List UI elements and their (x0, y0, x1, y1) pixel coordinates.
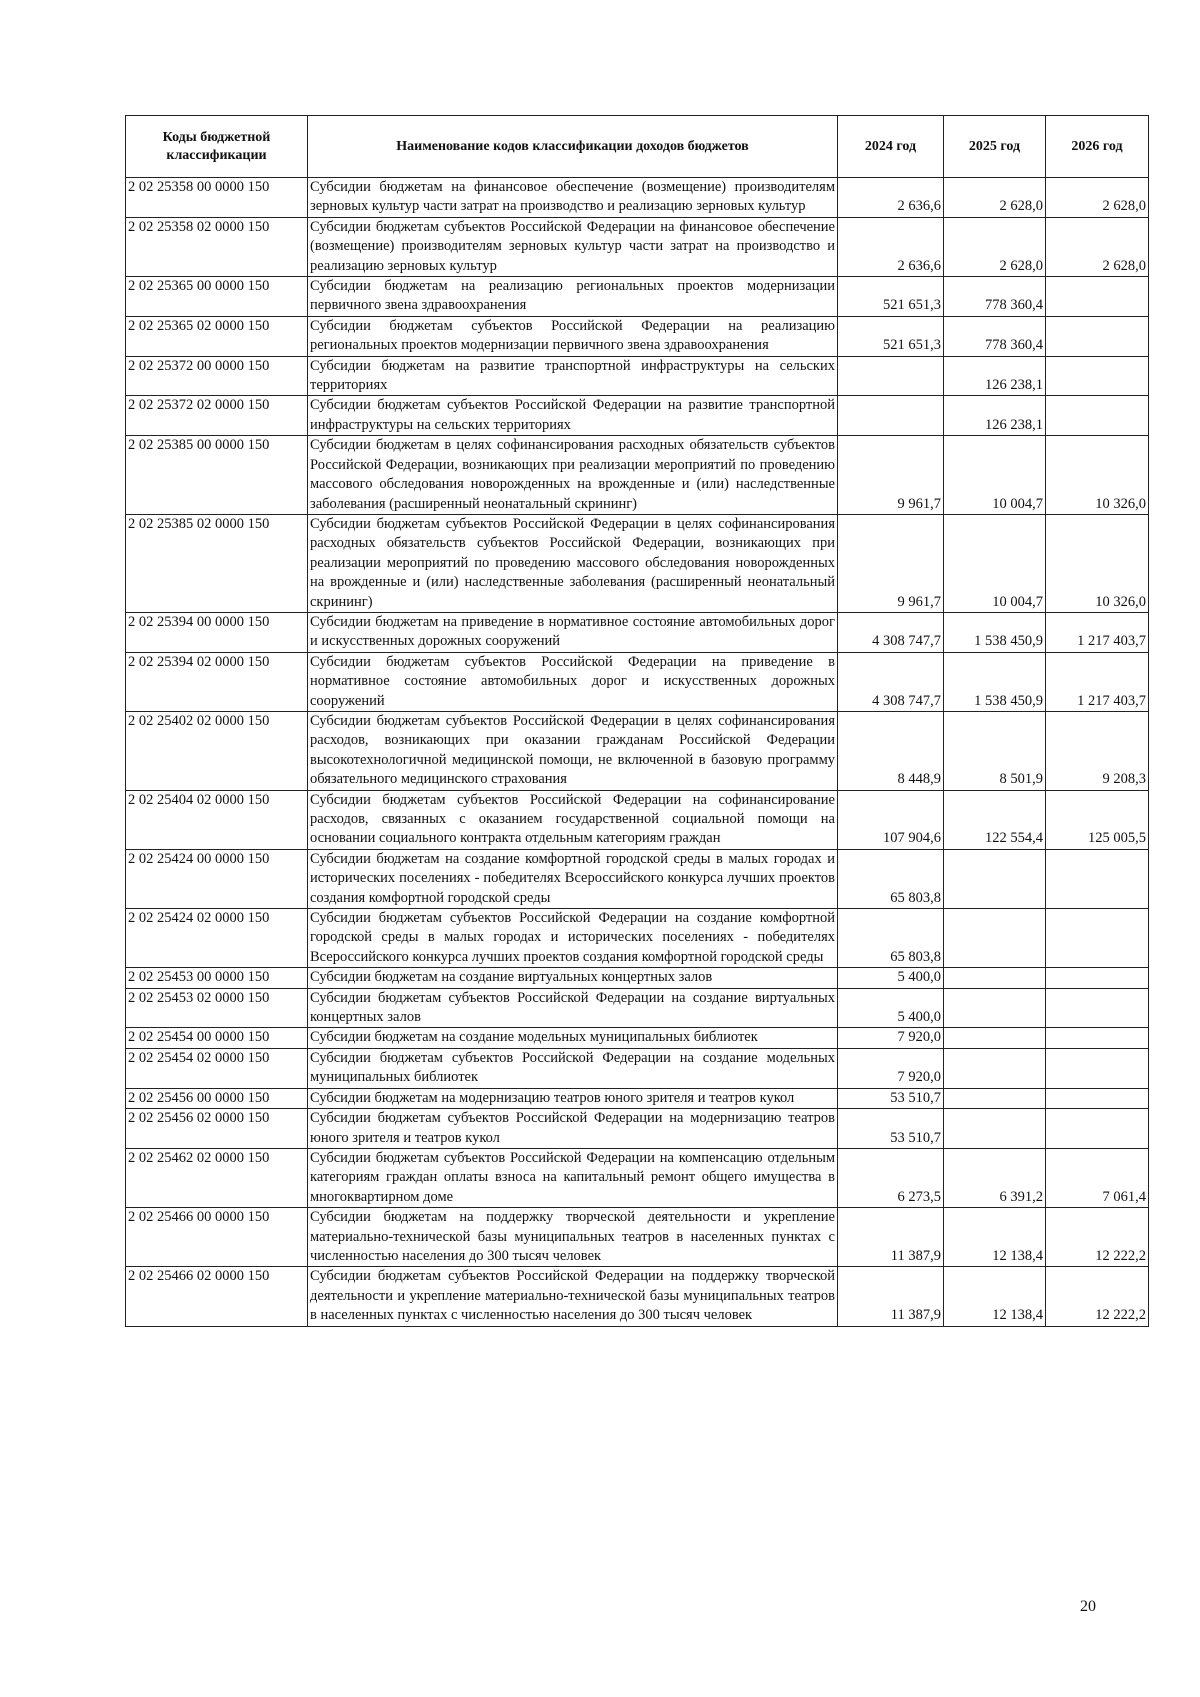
table-row (126, 1208, 1149, 1267)
row-value-2026: 7 061,4 (1046, 1148, 1149, 1207)
row-value-2026 (1046, 356, 1149, 396)
table-row (126, 1109, 1149, 1149)
row-name-cell: Субсидии бюджетам субъектов Российской Федерации в целях софинансирования расходов, возникающих при оказании гражданам Российской Федерации высокотехнологичной медицинской помощи, не включенной в базовую программу обязательного медицинского страхования (308, 711, 838, 790)
row-value-2025 (944, 1109, 1046, 1149)
row-value-2024: 2 636,6 (838, 217, 944, 276)
row-code-cell: 2 02 25365 02 0000 150 (126, 316, 308, 356)
row-value-2024: 9 961,7 (838, 514, 944, 612)
row-value-2026 (1046, 1048, 1149, 1088)
row-value-2025 (944, 1028, 1046, 1048)
row-value-2024: 7 920,0 (838, 1048, 944, 1088)
row-name-cell: Субсидии бюджетам субъектов Российской Федерации на создание виртуальных концертных залов (308, 988, 838, 1028)
table-row (126, 1088, 1149, 1108)
row-value-2026: 125 005,5 (1046, 790, 1149, 849)
row-value-2025: 126 238,1 (944, 396, 1046, 436)
row-code-cell: 2 02 25358 02 0000 150 (126, 217, 308, 276)
row-code-cell: 2 02 25385 00 0000 150 (126, 436, 308, 515)
row-name-cell: Субсидии бюджетам субъектов Российской Федерации на софинансирование расходов, связанных с оказанием государственной социальной помощи на основании социального контракта отдельным категориям граждан (308, 790, 838, 849)
table-row (126, 849, 1149, 908)
row-value-2025: 12 138,4 (944, 1208, 1046, 1267)
row-value-2026 (1046, 1088, 1149, 1108)
row-value-2026: 1 217 403,7 (1046, 652, 1149, 711)
row-value-2025 (944, 909, 1046, 968)
table-row (126, 396, 1149, 436)
row-value-2026: 12 222,2 (1046, 1208, 1149, 1267)
row-value-2025: 10 004,7 (944, 436, 1046, 515)
table-row (126, 612, 1149, 652)
row-value-2025: 778 360,4 (944, 277, 1046, 317)
row-name-cell: Субсидии бюджетам субъектов Российской Федерации на создание модельных муниципальных библиотек (308, 1048, 838, 1088)
row-code-cell: 2 02 25466 02 0000 150 (126, 1267, 308, 1326)
table-row (126, 909, 1149, 968)
header-name: Наименование кодов классификации доходов бюджетов (308, 116, 838, 178)
row-code-cell: 2 02 25372 02 0000 150 (126, 396, 308, 436)
row-name-cell: Субсидии бюджетам субъектов Российской Федерации на поддержку творческой деятельности и укрепление материально-технической базы муниципальных театров в населенных пунктах с численностью населения до 300 тысяч человек (308, 1267, 838, 1326)
table-row (126, 316, 1149, 356)
row-code-cell: 2 02 25453 00 0000 150 (126, 968, 308, 988)
row-name-cell: Субсидии бюджетам субъектов Российской Федерации на компенсацию отдельным категориям граждан оплаты взноса на капитальный ремонт общего имущества в многоквартирном доме (308, 1148, 838, 1207)
page-number: 20 (1080, 1598, 1096, 1615)
row-value-2025: 126 238,1 (944, 356, 1046, 396)
row-name-cell: Субсидии бюджетам на развитие транспортной инфраструктуры на сельских территориях (308, 356, 838, 396)
row-value-2024 (838, 356, 944, 396)
row-value-2024: 7 920,0 (838, 1028, 944, 1048)
row-value-2024: 11 387,9 (838, 1208, 944, 1267)
row-value-2024: 2 636,6 (838, 178, 944, 218)
row-value-2026: 1 217 403,7 (1046, 612, 1149, 652)
row-code-cell: 2 02 25466 00 0000 150 (126, 1208, 308, 1267)
row-code-cell: 2 02 25453 02 0000 150 (126, 988, 308, 1028)
row-code-cell: 2 02 25424 02 0000 150 (126, 909, 308, 968)
row-name-cell: Субсидии бюджетам субъектов Российской Федерации на реализацию региональных проектов модернизации первичного звена здравоохранения (308, 316, 838, 356)
row-value-2026 (1046, 988, 1149, 1028)
row-name-cell: Субсидии бюджетам субъектов Российской Федерации на модернизацию театров юного зрителя и театров кукол (308, 1109, 838, 1149)
row-value-2024: 53 510,7 (838, 1088, 944, 1108)
header-code: Коды бюджетной классификации (126, 116, 308, 178)
row-value-2025 (944, 1048, 1046, 1088)
budget-revenue-table (125, 115, 1149, 1327)
row-name-cell: Субсидии бюджетам на создание виртуальных концертных залов (308, 968, 838, 988)
row-value-2024: 8 448,9 (838, 711, 944, 790)
row-name-cell: Субсидии бюджетам на финансовое обеспечение (возмещение) производителям зерновых культур части затрат на производство и реализацию зерновых культур (308, 178, 838, 218)
table-row (126, 1028, 1149, 1048)
row-name-cell: Субсидии бюджетам на создание модельных муниципальных библиотек (308, 1028, 838, 1048)
row-value-2025: 778 360,4 (944, 316, 1046, 356)
row-value-2024: 521 651,3 (838, 277, 944, 317)
row-code-cell: 2 02 25454 02 0000 150 (126, 1048, 308, 1088)
row-value-2025: 2 628,0 (944, 217, 1046, 276)
table-body (126, 178, 1149, 1327)
row-code-cell: 2 02 25404 02 0000 150 (126, 790, 308, 849)
row-value-2026 (1046, 1109, 1149, 1149)
row-code-cell: 2 02 25456 00 0000 150 (126, 1088, 308, 1108)
row-value-2026: 12 222,2 (1046, 1267, 1149, 1326)
row-value-2024: 6 273,5 (838, 1148, 944, 1207)
table-row (126, 356, 1149, 396)
table-row (126, 178, 1149, 218)
row-name-cell: Субсидии бюджетам субъектов Российской Федерации в целях софинансирования расходных обязательств субъектов Российской Федерации, возникающих при реализации мероприятий по проведению массового обследования новорожденных на врожденные и (или) наследственные заболевания (расширенный неонатальный скрининг) (308, 514, 838, 612)
table-row (126, 968, 1149, 988)
row-value-2025 (944, 968, 1046, 988)
row-code-cell: 2 02 25424 00 0000 150 (126, 849, 308, 908)
header-year-2025: 2025 год (944, 116, 1046, 178)
row-value-2026 (1046, 396, 1149, 436)
row-code-cell: 2 02 25402 02 0000 150 (126, 711, 308, 790)
row-value-2026: 9 208,3 (1046, 711, 1149, 790)
row-value-2025: 6 391,2 (944, 1148, 1046, 1207)
row-value-2025: 10 004,7 (944, 514, 1046, 612)
row-value-2025 (944, 849, 1046, 908)
table-row (126, 514, 1149, 612)
table-header-row (126, 116, 1149, 178)
row-value-2026: 2 628,0 (1046, 217, 1149, 276)
row-name-cell: Субсидии бюджетам на создание комфортной городской среды в малых городах и исторических поселениях - победителях Всероссийского конкурса лучших проектов создания комфортной городской среды (308, 849, 838, 908)
row-value-2024: 4 308 747,7 (838, 612, 944, 652)
row-value-2025: 8 501,9 (944, 711, 1046, 790)
row-value-2025: 12 138,4 (944, 1267, 1046, 1326)
row-name-cell: Субсидии бюджетам субъектов Российской Федерации на финансовое обеспечение (возмещение) производителям зерновых культур части затрат на производство и реализацию зерновых культур (308, 217, 838, 276)
row-value-2026 (1046, 849, 1149, 908)
row-code-cell: 2 02 25385 02 0000 150 (126, 514, 308, 612)
row-value-2024: 5 400,0 (838, 988, 944, 1028)
row-name-cell: Субсидии бюджетам субъектов Российской Федерации на создание комфортной городской среды в малых городах и исторических поселениях - победителях Всероссийского конкурса лучших проектов создания комфортной городской среды (308, 909, 838, 968)
row-name-cell: Субсидии бюджетам на модернизацию театров юного зрителя и театров кукол (308, 1088, 838, 1108)
row-code-cell: 2 02 25365 00 0000 150 (126, 277, 308, 317)
row-value-2026: 10 326,0 (1046, 436, 1149, 515)
row-name-cell: Субсидии бюджетам субъектов Российской Федерации на развитие транспортной инфраструктуры на сельских территориях (308, 396, 838, 436)
table-row (126, 277, 1149, 317)
row-code-cell: 2 02 25372 00 0000 150 (126, 356, 308, 396)
row-value-2025 (944, 1088, 1046, 1108)
row-code-cell: 2 02 25394 02 0000 150 (126, 652, 308, 711)
table-row (126, 790, 1149, 849)
row-code-cell: 2 02 25456 02 0000 150 (126, 1109, 308, 1149)
row-value-2025: 122 554,4 (944, 790, 1046, 849)
row-name-cell: Субсидии бюджетам в целях софинансирования расходных обязательств субъектов Российской Федерации, возникающих при реализации мероприятий по проведению массового обследования новорожденных на врожденные и (или) наследственные заболевания (расширенный неонатальный скрининг) (308, 436, 838, 515)
row-value-2024: 9 961,7 (838, 436, 944, 515)
table-row (126, 1148, 1149, 1207)
header-year-2026: 2026 год (1046, 116, 1149, 178)
table-row (126, 217, 1149, 276)
row-value-2024 (838, 396, 944, 436)
row-value-2024: 107 904,6 (838, 790, 944, 849)
row-value-2025: 1 538 450,9 (944, 652, 1046, 711)
table-row (126, 436, 1149, 515)
row-name-cell: Субсидии бюджетам на реализацию региональных проектов модернизации первичного звена здравоохранения (308, 277, 838, 317)
table-row (126, 988, 1149, 1028)
row-code-cell: 2 02 25462 02 0000 150 (126, 1148, 308, 1207)
row-value-2025: 1 538 450,9 (944, 612, 1046, 652)
table-row (126, 711, 1149, 790)
row-value-2026: 2 628,0 (1046, 178, 1149, 218)
row-value-2024: 5 400,0 (838, 968, 944, 988)
table-row (126, 1048, 1149, 1088)
row-value-2024: 521 651,3 (838, 316, 944, 356)
row-value-2025: 2 628,0 (944, 178, 1046, 218)
row-value-2025 (944, 988, 1046, 1028)
row-value-2026 (1046, 968, 1149, 988)
row-code-cell: 2 02 25454 00 0000 150 (126, 1028, 308, 1048)
row-name-cell: Субсидии бюджетам субъектов Российской Федерации на приведение в нормативное состояние автомобильных дорог и искусственных дорожных сооружений (308, 652, 838, 711)
row-value-2024: 65 803,8 (838, 849, 944, 908)
row-value-2026 (1046, 277, 1149, 317)
row-code-cell: 2 02 25394 00 0000 150 (126, 612, 308, 652)
row-value-2026: 10 326,0 (1046, 514, 1149, 612)
row-value-2024: 53 510,7 (838, 1109, 944, 1149)
row-value-2026 (1046, 316, 1149, 356)
row-name-cell: Субсидии бюджетам на приведение в нормативное состояние автомобильных дорог и искусственных дорожных сооружений (308, 612, 838, 652)
row-value-2024: 11 387,9 (838, 1267, 944, 1326)
row-value-2026 (1046, 1028, 1149, 1048)
row-code-cell: 2 02 25358 00 0000 150 (126, 178, 308, 218)
header-year-2024: 2024 год (838, 116, 944, 178)
table-row (126, 1267, 1149, 1326)
row-value-2024: 4 308 747,7 (838, 652, 944, 711)
table-row (126, 652, 1149, 711)
row-name-cell: Субсидии бюджетам на поддержку творческой деятельности и укрепление материально-технической базы муниципальных театров в населенных пунктах с численностью населения до 300 тысяч человек (308, 1208, 838, 1267)
row-value-2026 (1046, 909, 1149, 968)
row-value-2024: 65 803,8 (838, 909, 944, 968)
